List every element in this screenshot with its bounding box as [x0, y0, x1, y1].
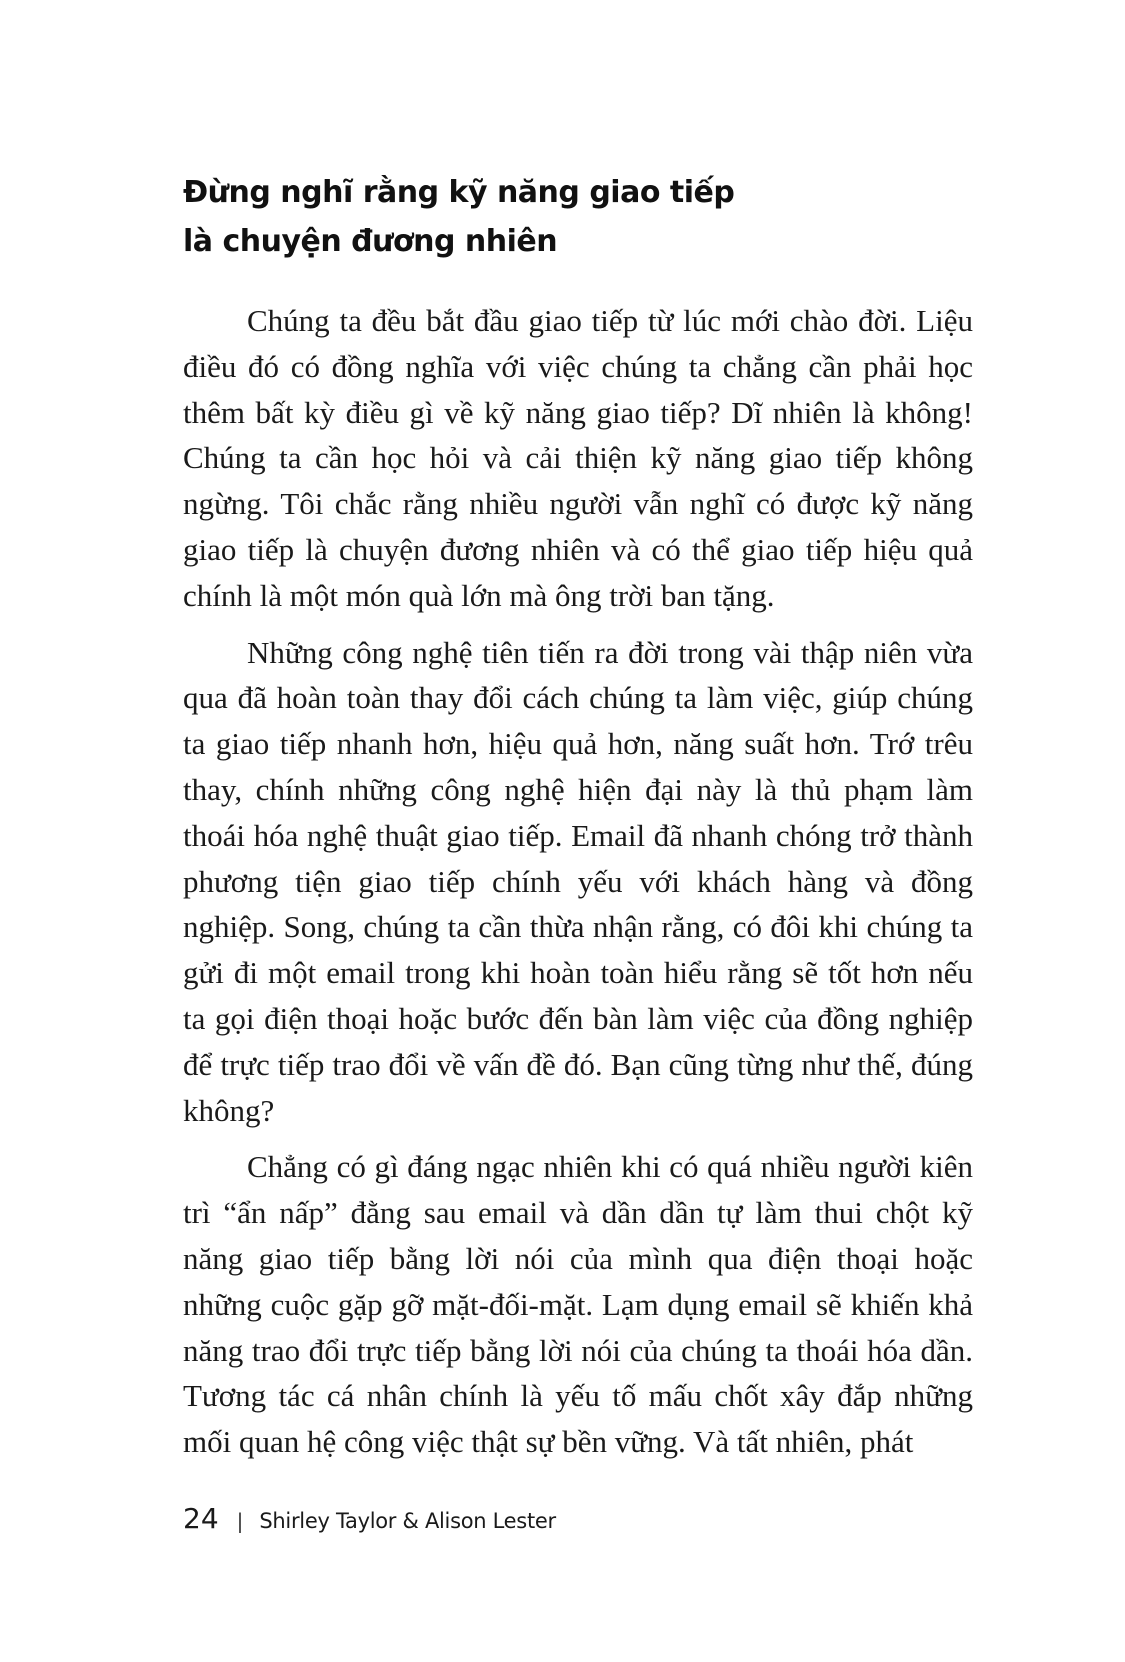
paragraph-1: Chúng ta đều bắt đầu giao tiếp từ lúc mới chào đời. Liệu điều đó có đồng nghĩa với việc chúng ta chẳng cần phải học thêm bất kỳ điều gì về kỹ năng giao tiếp? Dĩ nhiên là không! Chúng ta cần học hỏi và cải thiện kỹ năng giao tiếp không ngừng. Tôi chắc rằng nhiều người vẫn nghĩ có được kỹ năng giao tiếp là chuyện đương nhiên và có thể giao tiếp hiệu quả chính là một món quà lớn mà ông trời ban tặng.: [183, 303, 973, 613]
section-heading-line-1: Đừng nghĩ rằng kỹ năng giao tiếp: [183, 175, 735, 210]
footer-separator: |: [236, 1509, 244, 1533]
section-heading: [183, 168, 963, 266]
page-footer: [183, 1502, 556, 1535]
footer-authors: Shirley Taylor & Alison Lester: [259, 1509, 556, 1533]
section-heading-line-2: là chuyện đương nhiên: [183, 224, 558, 259]
paragraph-3: Chẳng có gì đáng ngạc nhiên khi có quá nhiều người kiên trì “ẩn nấp” đằng sau email và dần dần tự làm thui chột kỹ năng giao tiếp bằng lời nói của mình qua điện thoại hoặc những cuộc gặp gỡ mặt-đối-mặt. Lạm dụng email sẽ khiến khả năng trao đổi trực tiếp bằng lời nói của chúng ta thoái hóa dần. Tương tác cá nhân chính là yếu tố mấu chốt xây đắp những mối quan hệ công việc thật sự bền vững. Và tất nhiên, phát: [183, 1149, 973, 1460]
body-text: [183, 298, 973, 1476]
paragraph-2: Những công nghệ tiên tiến ra đời trong vài thập niên vừa qua đã hoàn toàn thay đổi cách chúng ta làm việc, giúp chúng ta giao tiếp nhanh hơn, hiệu quả hơn, năng suất hơn. Trớ trêu thay, chính những công nghệ hiện đại này là thủ phạm làm thoái hóa nghệ thuật giao tiếp. Email đã nhanh chóng trở thành phương tiện giao tiếp chính yếu với khách hàng và đồng nghiệp. Song, chúng ta cần thừa nhận rằng, có đôi khi chúng ta gửi đi một email trong khi hoàn toàn hiểu rằng sẽ tốt hơn nếu ta gọi điện thoại hoặc bước đến bàn làm việc của đồng nghiệp để trực tiếp trao đổi về vấn đề đó. Bạn cũng từng như thế, đúng không?: [183, 634, 973, 1128]
page-number: 24: [183, 1502, 219, 1535]
